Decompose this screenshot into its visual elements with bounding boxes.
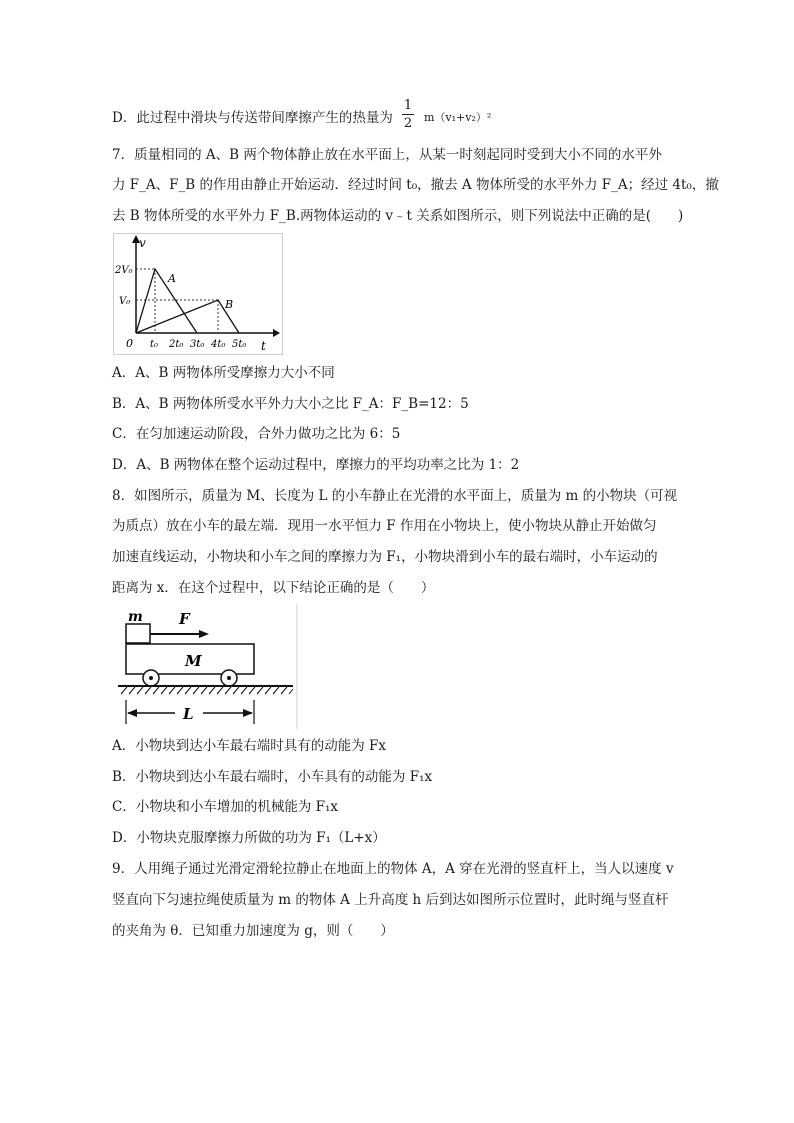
- q7-stem-line3: 去 B 物体所受的水平外力 F_B.两物体运动的 v﹣t 关系如图所示，则下列说法中正确的是( ): [112, 208, 684, 224]
- line-b: [136, 300, 239, 333]
- label-l: L: [183, 705, 194, 723]
- q7-option-d: D．A、B 两物体在整个运动过程中，摩擦力的平均功率之比为 1：2: [112, 457, 520, 473]
- q7-option-c: C．在匀加速运动阶段，合外力做功之比为 6：5: [112, 426, 401, 442]
- label-m: m: [128, 609, 143, 625]
- label-b: B: [225, 298, 234, 311]
- fraction-numerator: 1: [403, 98, 413, 113]
- graph-frame: [114, 234, 283, 355]
- q9-stem-line3: 的夹角为 θ．已知重力加速度为 g，则（ ）: [112, 923, 394, 939]
- q7-option-a: A．A、B 两物体所受摩擦力大小不同: [112, 365, 335, 381]
- q8-option-a: A．小物块到达小车最右端时具有的动能为 Fx: [112, 738, 387, 754]
- t-axis-label: t: [261, 339, 266, 353]
- tick-4t0: 4t₀: [211, 339, 226, 350]
- label-a: A: [168, 272, 176, 285]
- q8-option-c: C．小物块和小车增加的机械能为 F₁x: [112, 799, 339, 815]
- q6-option-d-text: D．此过程中滑块与传送带间摩擦产生的热量为: [112, 110, 393, 126]
- block-m: [126, 624, 150, 643]
- q8-option-d: D．小物块克服摩擦力所做的功为 F₁（L+x）: [112, 830, 386, 846]
- tick-2t0: 2t₀: [169, 339, 184, 350]
- ground-hatching: [121, 687, 293, 694]
- line-a: [136, 269, 197, 333]
- q7-stem-line1: 7．质量相同的 A、B 两个物体静止放在水平面上，从某一时刻起同时受到大小不同的水平外: [112, 147, 662, 163]
- q8-stem-line1: 8．如图所示，质量为 M、长度为 L 的小车静止在光滑的水平面上，质量为 m 的小物块（可视: [112, 488, 678, 504]
- fraction-denominator: 2: [403, 116, 413, 131]
- dim-arrow-left: [127, 709, 137, 717]
- q7-stem-line2: 力 F_A、F_B 的作用由静止开始运动．经过时间 t₀，撤去 A 物体所受的水平外力 F_A；经过 4t₀，撤: [112, 177, 719, 193]
- origin-label: 0: [126, 337, 133, 350]
- t-axis-arrow: [273, 329, 280, 337]
- q8-option-b: B．小物块到达小车最右端时，小车具有的动能为 F₁x: [112, 769, 433, 785]
- q6-option-d: [112, 109, 393, 127]
- q9-stem-line1: 9．人用绳子通过光滑定滑轮拉静止在地面上的物体 A，A 穿在光滑的竖直杆上，当人以速度 v: [112, 861, 674, 877]
- q9-stem-line2: 竖直向下匀速拉绳使质量为 m 的物体 A 上升高度 h 后到达如图所示位置时，此时绳与竖直杆: [112, 892, 669, 908]
- q7-option-b: B．A、B 两物体所受水平外力大小之比 F_A：F_B=12：5: [112, 396, 469, 412]
- q8-stem-line4: 距离为 x．在这个过程中，以下结论正确的是（ ）: [112, 580, 435, 596]
- force-arrow-head: [199, 630, 209, 638]
- dim-arrow-right: [243, 709, 253, 717]
- fraction-one-half: [402, 98, 414, 131]
- q8-cart-figure: [113, 604, 298, 729]
- tick-2v0: 2V₀: [115, 265, 133, 276]
- q6-option-d-tail: m（v₁+v₂）²: [424, 111, 492, 124]
- label-cart-m: M: [185, 652, 202, 670]
- tick-3t0: 3t₀: [190, 339, 205, 350]
- v-axis-label: v: [139, 236, 146, 250]
- tick-t0: t₀: [150, 339, 159, 350]
- tick-5t0: 5t₀: [232, 339, 247, 350]
- tick-v0: V₀: [119, 296, 131, 307]
- label-f: F: [179, 610, 190, 628]
- q8-stem-line2: 为质点）放在小车的最左端．现用一水平恒力 F 作用在小物块上，使小物块从静止开始做匀: [112, 518, 657, 534]
- q7-vt-graph: [113, 233, 283, 355]
- q8-stem-line3: 加速直线运动，小物块和小车之间的摩擦力为 F₁，小物块滑到小车的最右端时，小车运动的: [112, 549, 658, 565]
